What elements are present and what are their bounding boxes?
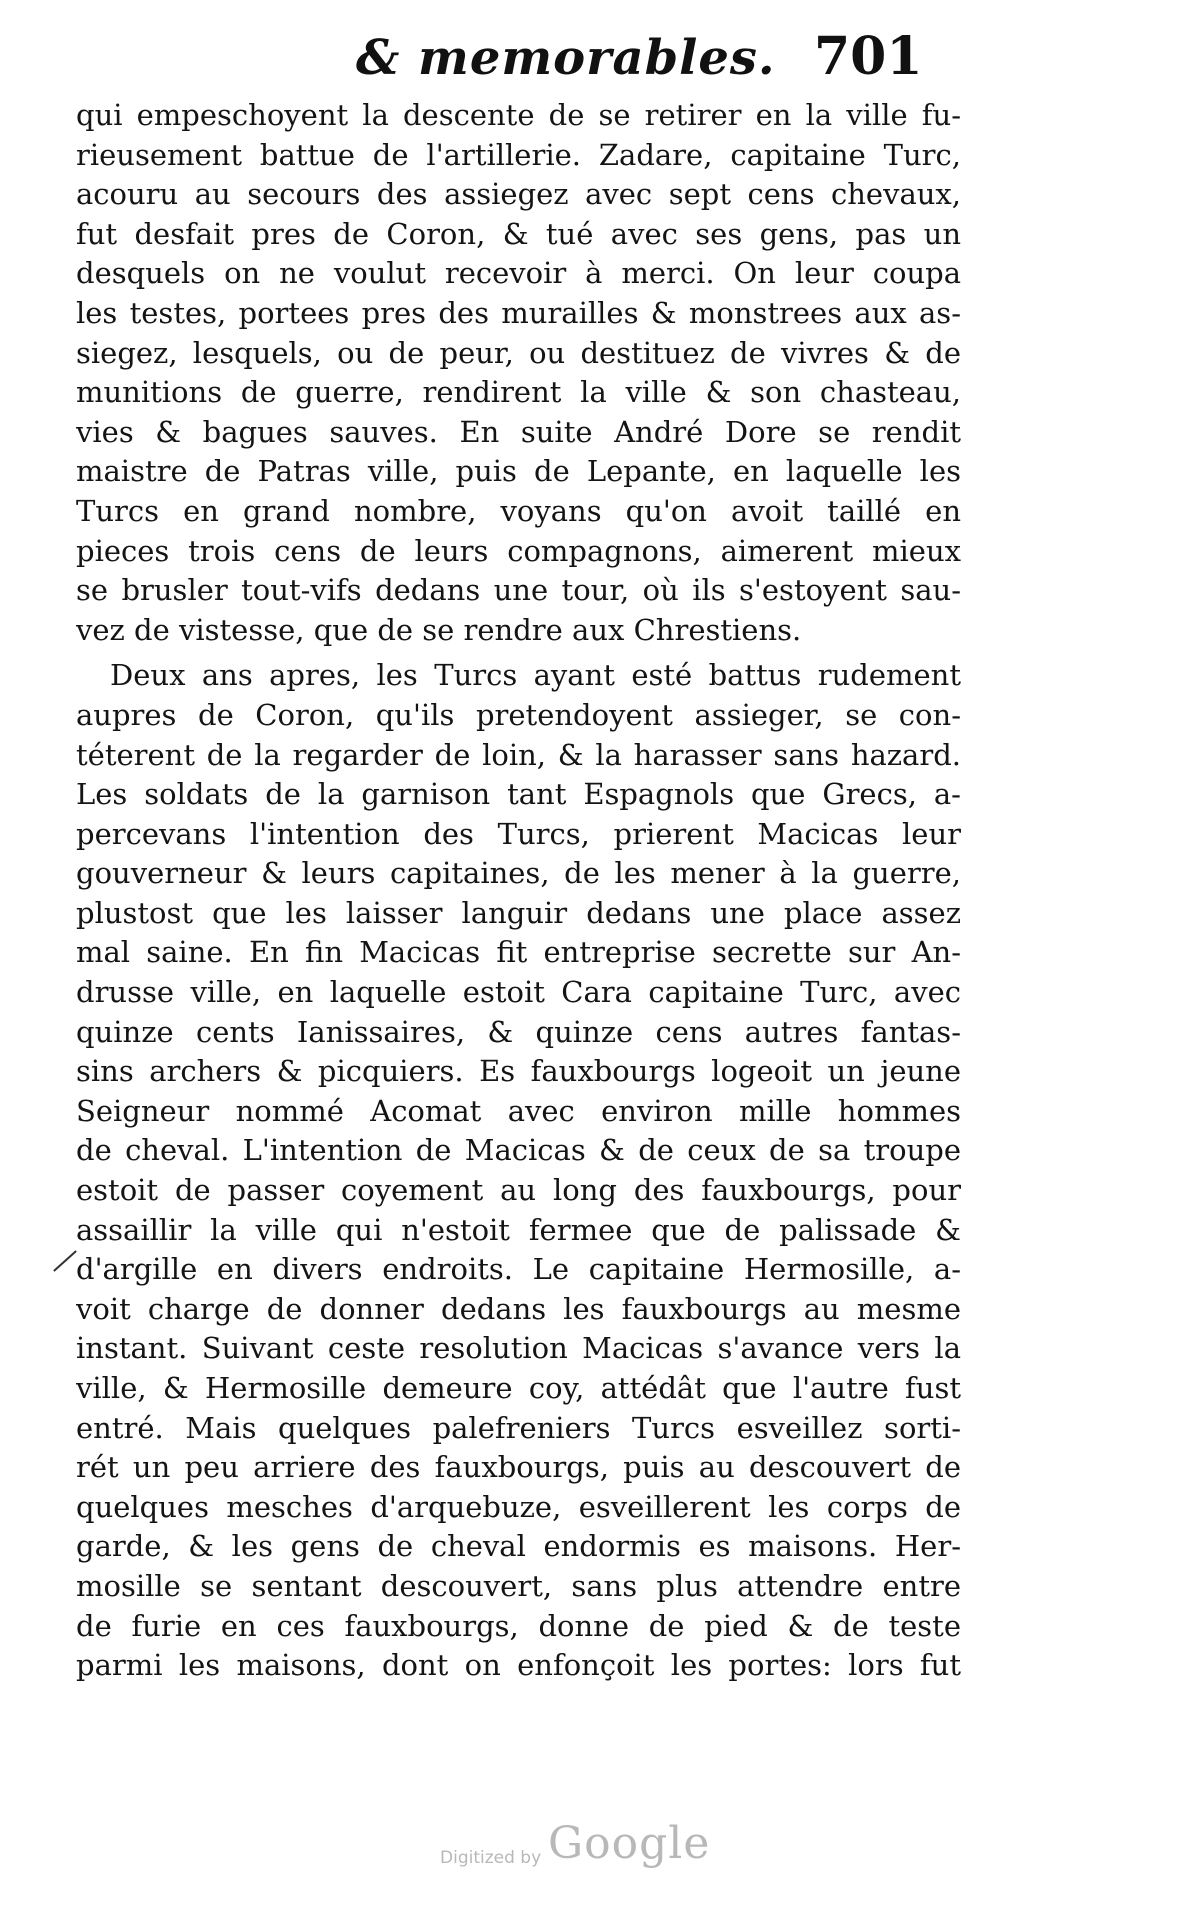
text-line: voit charge de donner dedans les fauxbourgs au mesme bbox=[76, 1291, 961, 1326]
text-line: instant. Suivant ceste resolution Macicas s'avance vers la bbox=[76, 1331, 961, 1366]
text-line: assaillir la ville qui n'estoit fermee que de palissade & bbox=[76, 1212, 961, 1247]
text-line: aupres de Coron, qu'ils pretendoyent assieger, se con- bbox=[76, 697, 961, 732]
text-line: se brusler tout-vifs dedans une tour, où ils s'estoyent sau- bbox=[76, 573, 961, 608]
digitization-watermark bbox=[440, 1818, 711, 1878]
page-number: 701 bbox=[814, 26, 923, 87]
text-line: quelques mesches d'arquebuze, esveillerent les corps de bbox=[76, 1489, 961, 1524]
text-line: sins archers & picquiers. Es fauxbourgs logeoit un jeune bbox=[76, 1054, 961, 1089]
text-line: Turcs en grand nombre, voyans qu'on avoit taillé en bbox=[76, 493, 961, 528]
text-line: maistre de Patras ville, puis de Lepante, en laquelle les bbox=[76, 454, 961, 489]
text-line: Les soldats de la garnison tant Espagnols que Grecs, a- bbox=[76, 777, 961, 812]
text-line: mal saine. En fin Macicas fit entreprise secrette sur An- bbox=[76, 935, 961, 970]
text-line: de cheval. L'intention de Macicas & de ceux de sa troupe bbox=[76, 1133, 961, 1168]
text-line: vez de vistesse, que de se rendre aux Chrestiens. bbox=[76, 612, 802, 647]
text-line: d'argille en divers endroits. Le capitaine Hermosille, a- bbox=[76, 1252, 961, 1287]
text-line: qui empeschoyent la descente de se retirer en la ville fu- bbox=[76, 98, 961, 132]
text-line: pieces trois cens de leurs compagnons, aimerent mieux bbox=[76, 533, 961, 568]
google-logo: Google bbox=[548, 1818, 711, 1869]
text-line: siegez, lesquels, ou de peur, ou destituez de vivres & de bbox=[76, 335, 961, 370]
text-line: desquels on ne voulut recevoir à merci. On leur coupa bbox=[76, 256, 961, 291]
text-line: ville, & Hermosille demeure coy, attédât que l'autre fust bbox=[76, 1371, 961, 1405]
text-line: parmi les maisons, dont on enfonçoit les portes: lors fut bbox=[76, 1648, 961, 1683]
body-text bbox=[76, 96, 961, 1686]
text-line: estoit de passer coyement au long des fauxbourgs, pour bbox=[76, 1173, 961, 1208]
text-line: fut desfait pres de Coron, & tué avec ses gens, pas un bbox=[76, 216, 961, 251]
digitized-by-label: Digitized by bbox=[440, 1848, 542, 1868]
text-line: entré. Mais quelques palefreniers Turcs esveillez sorti- bbox=[76, 1410, 961, 1445]
page-header bbox=[78, 22, 1078, 92]
text-line: rét un peu arriere des fauxbourgs, puis au descouvert de bbox=[76, 1450, 961, 1485]
text-line: percevans l'intention des Turcs, prierent Macicas leur bbox=[76, 816, 961, 851]
text-line: munitions de guerre, rendirent la ville & son chasteau, bbox=[76, 375, 961, 410]
text-line: plustost que les laisser languir dedans une place assez bbox=[76, 895, 961, 930]
text-line: drusse ville, en laquelle estoit Cara capitaine Turc, avec bbox=[76, 975, 961, 1010]
text-line: téterent de la regarder de loin, & la harasser sans hazard. bbox=[76, 737, 961, 772]
text-line: de furie en ces fauxbourgs, donne de pied & de teste bbox=[76, 1608, 961, 1643]
margin-pen-mark bbox=[53, 1250, 77, 1272]
running-title: & memorables. bbox=[356, 30, 776, 86]
text-line: Seigneur nommé Acomat avec environ mille hommes bbox=[76, 1093, 961, 1128]
text-line: les testes, portees pres des murailles & monstrees aux as- bbox=[76, 295, 961, 330]
text-line: mosille se sentant descouvert, sans plus attendre entre bbox=[76, 1568, 961, 1603]
text-line: gouverneur & leurs capitaines, de les mener à la guerre, bbox=[76, 856, 961, 891]
text-line: rieusement battue de l'artillerie. Zadare, capitaine Turc, bbox=[76, 137, 961, 172]
text-line: Deux ans apres, les Turcs ayant esté battus rudement bbox=[110, 658, 961, 693]
text-line: garde, & les gens de cheval endormis es maisons. Her- bbox=[76, 1529, 961, 1564]
text-line: vies & bagues sauves. En suite André Dore se rendit bbox=[76, 414, 961, 449]
text-line: acouru au secours des assiegez avec sept cens chevaux, bbox=[76, 177, 961, 212]
text-line: quinze cents Ianissaires, & quinze cens autres fantas- bbox=[76, 1014, 961, 1049]
